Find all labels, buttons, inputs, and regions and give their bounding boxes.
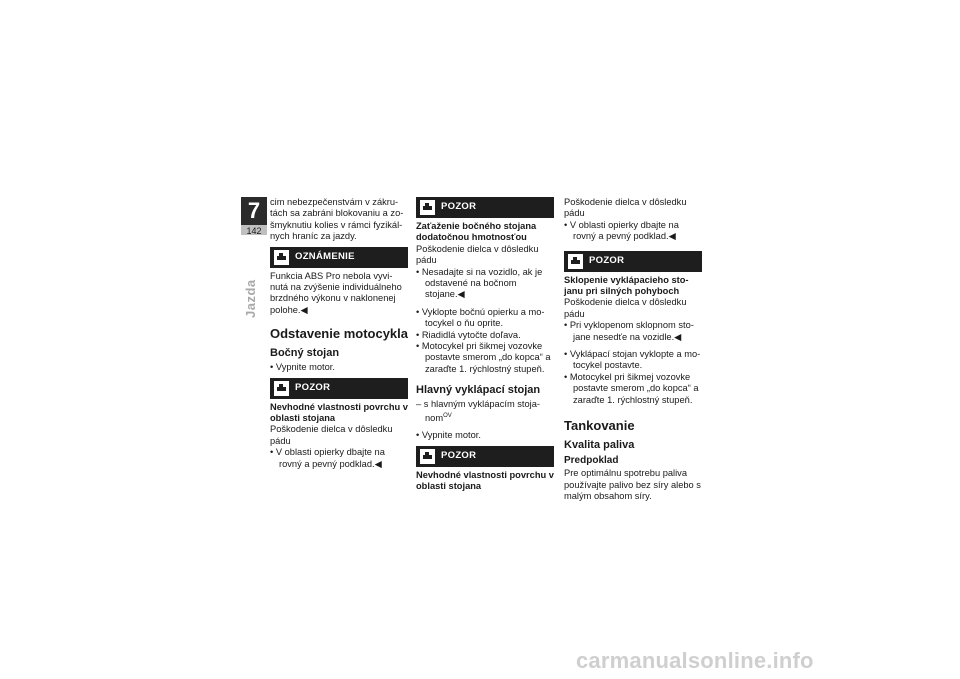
caution-title: Zaťaženie bočného stojana dodatočnou hmotnosťou (416, 221, 537, 243)
intro-text: Poškodenie dielca v dôsledku pádu (564, 197, 687, 219)
notice-label: OZNÁMENIE (295, 250, 355, 262)
sub-subsection-heading: Predpoklad (564, 455, 619, 467)
list-item: • V oblasti opierky dbajte na rovný a pevný podklad.◀ (270, 447, 385, 469)
chapter-side-label: Jazda (243, 279, 258, 318)
list-item: • Vypnite motor. (270, 362, 335, 373)
column-1 (270, 197, 408, 470)
section-heading: Odstavenie motocykla (270, 326, 408, 342)
caution-text: Poškodenie dielca v dôsledku pádu (564, 297, 687, 319)
list-item: • Motocykel pri šikmej vozovke postavte smerom „do kopca“ a zaraďte 1. rýchlostný stupeň. (564, 371, 699, 405)
subsection-heading: Bočný stojan (270, 347, 340, 360)
caution-label: POZOR (295, 381, 331, 393)
caution-box (270, 378, 408, 399)
subsection-heading: Hlavný vyklápací stojan (416, 384, 541, 397)
caution-title: Sklopenie vyklápacieho sto-janu pri silných pohyboch (564, 274, 689, 297)
subsection-heading: Kvalita paliva (564, 439, 635, 452)
section-heading: Tankovanie (564, 418, 635, 434)
caution-box (416, 197, 554, 218)
notice-text: Funkcia ABS Pro nebola vyvi-nutá na zvýšenie individuálneho brzdného výkonu v naklonenej polohe.◀ (270, 270, 402, 315)
list-item: • Nesadajte si na vozidlo, ak je odstavené na bočnom stojane.◀ (416, 266, 543, 300)
column-3 (564, 197, 702, 502)
notice-box (270, 247, 408, 268)
list-item: • Pri vyklopenom sklopnom sto-jane nesedťe na vozidle.◀ (564, 320, 694, 342)
warning-hand-icon (568, 254, 583, 269)
list-item: • Vypnite motor. (416, 430, 481, 441)
warning-hand-icon (420, 200, 435, 215)
caution-text: Poškodenie dielca v dôsledku pádu (416, 243, 539, 266)
list-item: • Vyklopte bočnú opierku a mo-tocykel o ňu oprite. (416, 306, 545, 329)
column-2 (416, 197, 554, 492)
caution-title: Nevhodné vlastnosti povrchu v oblasti stojana (416, 469, 554, 491)
caution-box (564, 251, 702, 272)
caution-box (416, 446, 554, 467)
watermark: carmanualsonline.info (576, 648, 814, 673)
page-number: 142 (246, 226, 262, 236)
option-superscript: OV (443, 412, 452, 419)
warning-hand-icon (274, 381, 289, 396)
list-item (416, 399, 554, 424)
list-item: • Riadidlá vytočte doľava. (416, 329, 521, 340)
list-item: • Motocykel pri šikmej vozovke postavte smerom „do kopca“ a zaraďte 1. rýchlostný stupeň. (416, 341, 551, 374)
caution-label: POZOR (441, 449, 477, 461)
caution-title: Nevhodné vlastnosti povrchu v oblasti stojana (270, 401, 408, 424)
chapter-number: 7 (241, 197, 267, 225)
intro-text: cim nebezpečenstvám v zákru-tách sa zabráni blokovaniu a zo-šmyknutiu kolies v rámci fyzikál-nych hraníc za jazdy. (270, 197, 404, 242)
warning-hand-icon (420, 449, 435, 464)
caution-label: POZOR (589, 254, 625, 266)
list-item: • V oblasti opierky dbajte na rovný a pevný podklad.◀ (564, 219, 679, 242)
info-hand-icon (274, 250, 289, 265)
list-item: • Vyklápací stojan vyklopte a mo-tocykel postavte. (564, 349, 701, 371)
body-text: Pre optimálnu spotrebu paliva používajte palivo bez síry alebo s malým obsahom síry. (564, 468, 701, 501)
caution-text: Poškodenie dielca v dôsledku pádu (270, 424, 393, 446)
dash-item-text: – s hlavným vyklápacím stoja-nom (416, 399, 541, 423)
caution-label: POZOR (441, 201, 477, 212)
